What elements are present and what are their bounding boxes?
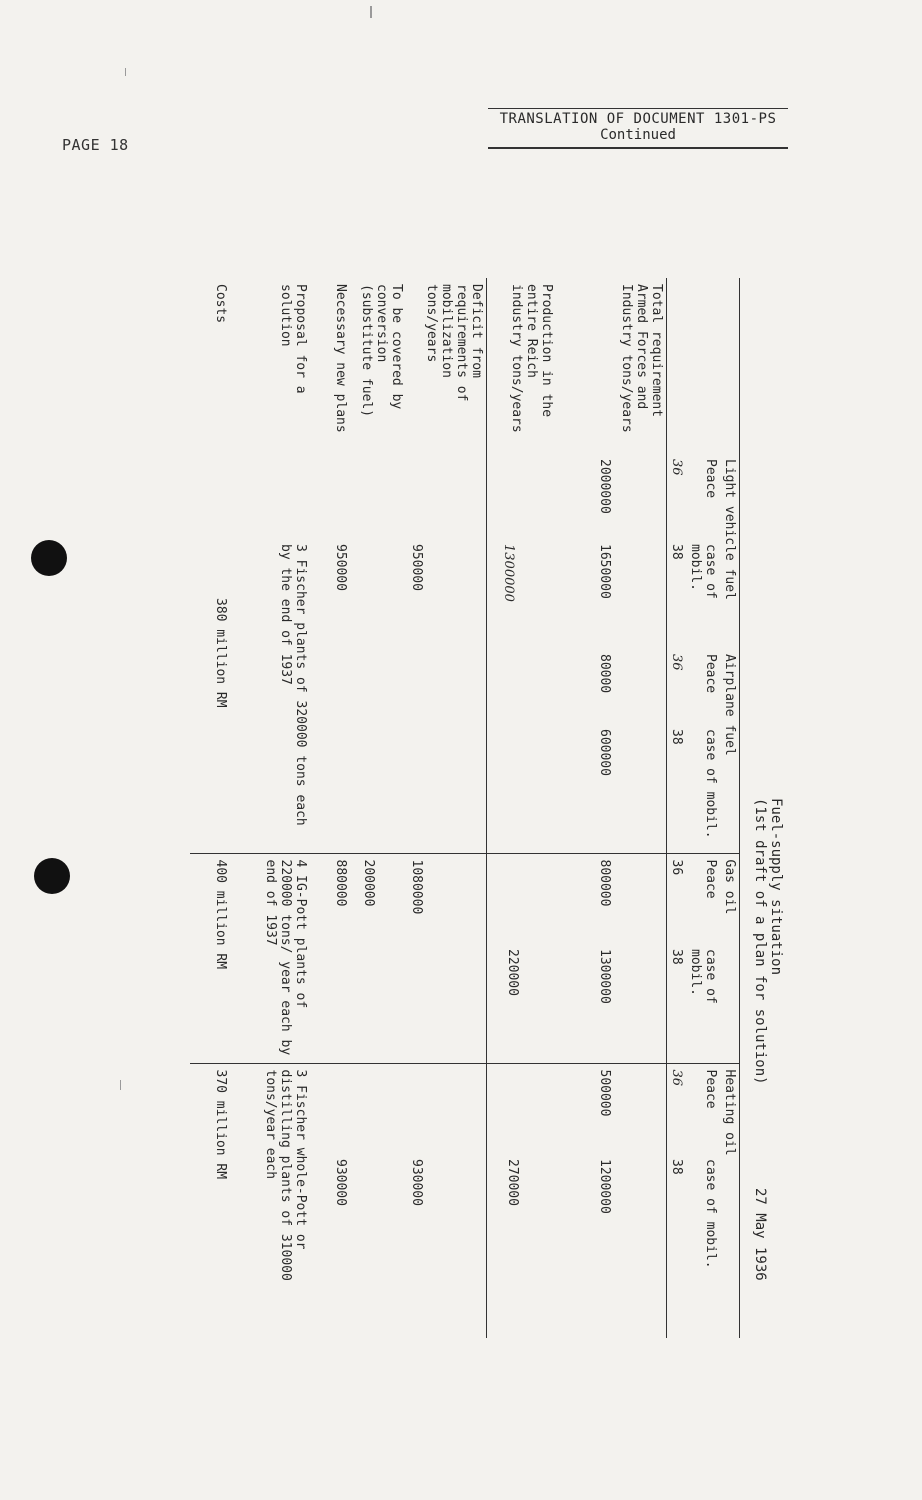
year-mobil: 38 — [669, 1159, 684, 1175]
table-row — [557, 278, 667, 1338]
header-blank-cell — [720, 278, 740, 453]
year-mobil: 38 — [669, 949, 684, 965]
paper-mark — [125, 68, 126, 76]
cost-gas-oil: 400 million RM — [191, 853, 231, 1063]
case-peace: Peace — [703, 654, 718, 694]
case-mobil: case of mobil. — [703, 1159, 718, 1269]
row-label-proposal: Proposal for a solution — [278, 284, 309, 394]
proposal-heating-oil: 3 Fischer whole-Pott or distilling plants of 310000 tons/year each — [231, 1063, 311, 1338]
rotated-table-block — [160, 278, 800, 1338]
table-row — [191, 278, 231, 1338]
value-cell — [351, 453, 407, 538]
value-cell: 220000 — [505, 949, 521, 996]
value-cell: 200000 — [351, 853, 407, 943]
value-cell — [231, 453, 311, 538]
value-cell: 930000 — [333, 1159, 349, 1206]
header-blank-cell — [686, 278, 720, 453]
year-peace: 36 — [667, 853, 687, 943]
value-cell: 1200000 — [557, 1153, 667, 1338]
value-cell — [311, 453, 351, 538]
table-heading — [740, 278, 800, 1338]
fuel-name-light-vehicle: Light vehicle fuel — [720, 453, 740, 648]
fuel-name-gas-oil: Gas oil — [720, 853, 740, 1063]
value-cell: 600000 — [557, 723, 667, 853]
value-cell: 80000 — [557, 648, 667, 723]
case-peace: Peace — [686, 1063, 720, 1153]
translation-title: TRANSLATION OF DOCUMENT 1301-PS — [488, 108, 788, 127]
value-cell: 930000 — [407, 1153, 487, 1338]
row-label-new-plans: Necessary new plans — [333, 284, 349, 433]
value-cell: 880000 — [311, 853, 351, 943]
header-rule — [488, 147, 788, 149]
table-row — [311, 278, 351, 1338]
case-peace: Peace — [686, 853, 720, 943]
value-cell: 1650000 — [557, 538, 667, 648]
value-cell — [311, 648, 351, 723]
row-label-production: Production in the entire Reich industry tons/years — [509, 284, 555, 433]
value-cell — [407, 1063, 487, 1153]
case-mobil: case of mobil. — [703, 729, 718, 839]
value-cell: 270000 — [505, 1159, 521, 1206]
value-cell — [487, 1063, 557, 1153]
value-cell — [351, 1153, 407, 1338]
fuel-supply-table — [191, 278, 741, 1338]
row-label-deficit: Deficit from requirements of mobilization tons/years — [407, 278, 487, 453]
year-mobil: 38 — [669, 729, 684, 745]
year-peace: 36 — [669, 459, 684, 476]
value-cell: 2000000 — [557, 453, 667, 538]
fuel-name-heating-oil: Heating oil — [720, 1063, 740, 1338]
table-row — [231, 278, 311, 1338]
value-cell: 1300000 — [501, 544, 517, 602]
punch-hole-top — [31, 540, 67, 576]
value-cell — [407, 723, 487, 853]
table-row — [407, 278, 487, 1338]
value-cell — [351, 1063, 407, 1153]
row-label-costs: Costs — [213, 284, 229, 324]
row-label-conversion: To be covered by conversion (substitute fuel) — [359, 284, 405, 418]
proposal-light-vehicle: 3 Fischer plants of 320000 tons each by the end of 1937 — [278, 544, 309, 826]
table-row — [351, 278, 407, 1338]
table-title: Fuel-supply situation — [768, 798, 784, 976]
table-date: 27 May 1936 — [752, 1188, 768, 1281]
table-subtitle: (1st draft of a plan for solution) — [752, 798, 768, 1085]
row-label-total-requirement: Total requirement Armed Forces and Industry tons/years — [557, 278, 667, 453]
value-cell — [191, 453, 231, 538]
header-blank-cell — [667, 278, 687, 453]
year-row — [667, 278, 687, 1338]
cost-light-vehicle: 380 million RM — [213, 598, 229, 708]
case-mobil: case of mobil. — [688, 544, 718, 599]
value-cell — [407, 943, 487, 1063]
value-cell — [351, 943, 407, 1063]
year-mobil: 38 — [669, 544, 684, 560]
value-cell: 800000 — [557, 853, 667, 943]
punch-hole-bottom — [34, 858, 70, 894]
page-number: PAGE 18 — [62, 136, 129, 154]
value-cell — [487, 723, 557, 853]
translation-subtitle: Continued — [600, 127, 676, 143]
cost-heating-oil: 370 million RM — [191, 1063, 231, 1338]
value-cell — [487, 853, 557, 943]
value-cell — [407, 453, 487, 538]
value-cell — [311, 723, 351, 853]
value-cell — [407, 648, 487, 723]
document-header — [488, 108, 788, 149]
value-cell — [487, 648, 557, 723]
value-cell: 1080000 — [407, 853, 487, 943]
value-cell — [351, 723, 407, 853]
year-peace: 36 — [669, 654, 684, 671]
year-peace: 36 — [667, 1063, 687, 1153]
case-row — [686, 278, 720, 1338]
fuel-name-row — [720, 278, 740, 1338]
value-cell — [351, 538, 407, 648]
value-cell — [487, 453, 557, 538]
paper-mark — [370, 6, 372, 18]
case-mobil: case of mobil. — [688, 949, 718, 1004]
value-cell: 950000 — [333, 544, 349, 591]
case-peace: Peace — [703, 459, 718, 499]
proposal-gas-oil: 4 IG-Pott plants of 220000 tons/ year each by end of 1937 — [231, 853, 311, 1063]
value-cell — [311, 1063, 351, 1153]
fuel-name-airplane: Airplane fuel — [720, 648, 740, 853]
value-cell: 950000 — [407, 538, 487, 648]
value-cell — [311, 943, 351, 1063]
value-cell — [351, 648, 407, 723]
value-cell: 500000 — [557, 1063, 667, 1153]
value-cell: 1300000 — [557, 943, 667, 1063]
table-row — [487, 278, 557, 1338]
paper-mark — [120, 1080, 121, 1090]
